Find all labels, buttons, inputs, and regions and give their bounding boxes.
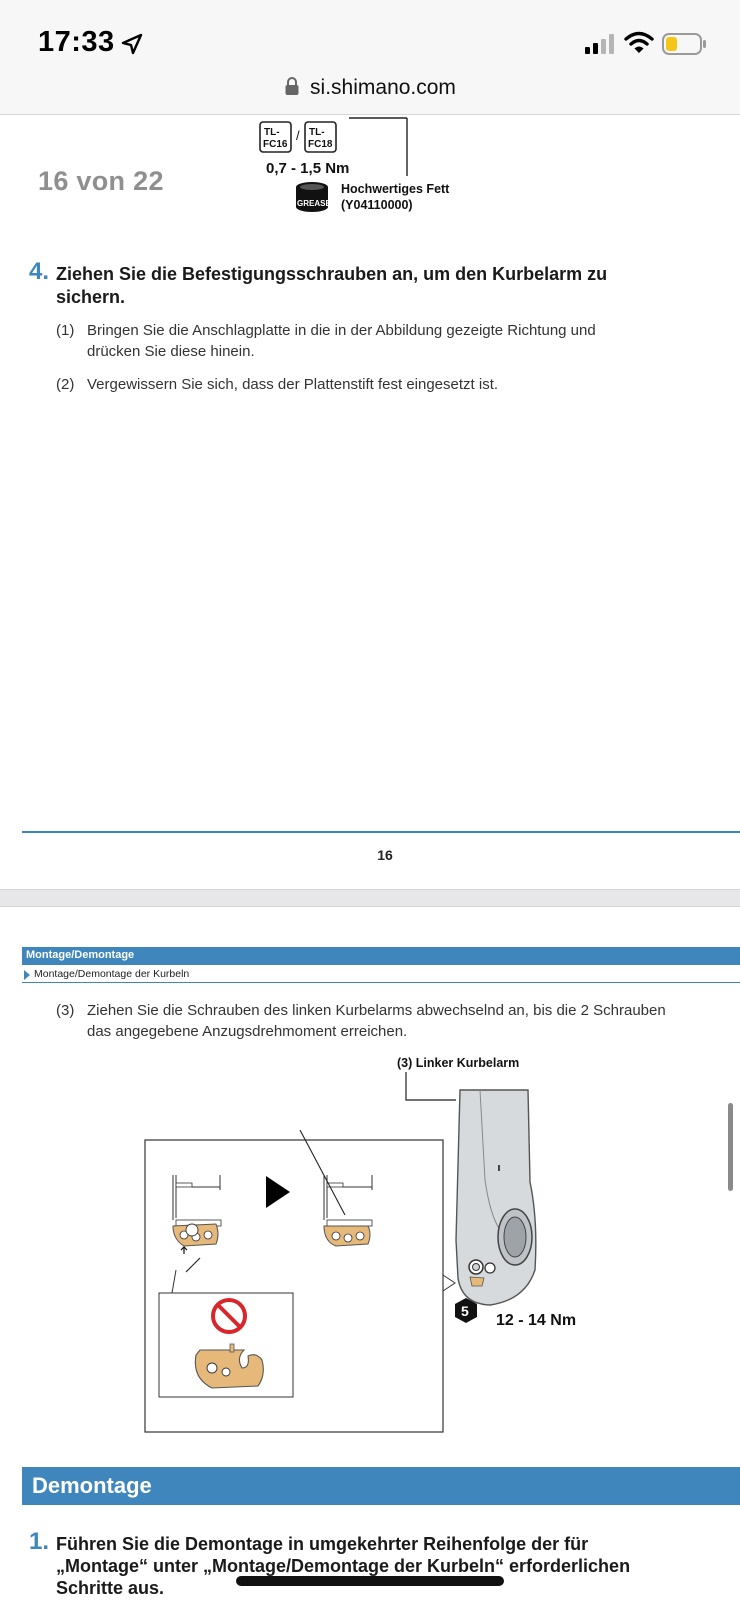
label-left-crank: (3) Linker Kurbelarm (397, 1056, 520, 1070)
item-number: (3) (56, 1002, 75, 1019)
item-text-line1: Bringen Sie die Anschlagplatte in die in der Abbildung gezeigte Richtung und (87, 322, 596, 339)
step-1-line2: „Montage“ unter „Montage/Demontage der Kurbeln“ erforderlichen (56, 1556, 631, 1576)
item-3 (56, 1000, 736, 1044)
section-header: Montage/Demontage (22, 947, 740, 965)
step-4-number: 4. (29, 258, 50, 285)
tool-2-line2: FC18 (308, 139, 333, 150)
cellular-signal-icon (585, 34, 615, 54)
url-text: si.shimano.com (310, 76, 456, 99)
badge-number: 5 (461, 1303, 469, 1319)
step-4-heading-line2: sichern. (56, 287, 126, 307)
step-4-item-1 (56, 320, 736, 364)
item-number: (2) (56, 376, 75, 393)
item-text-line1: Vergewissern Sie sich, dass der Plattenstift fest eingesetzt ist. (87, 376, 499, 393)
page-footer-rule (22, 831, 740, 833)
lock-icon (284, 76, 300, 96)
location-arrow-icon (120, 32, 144, 56)
tool-1-line2: FC16 (263, 139, 288, 150)
address-bar[interactable] (0, 76, 740, 100)
subsection-header (22, 966, 740, 983)
triangle-right-icon (24, 970, 30, 980)
step-4-heading-line1: Ziehen Sie die Befestigungsschrauben an, um den Kurbelarm zu (56, 264, 608, 284)
grease-label (341, 181, 449, 213)
torque-value-top: 0,7 - 1,5 Nm (266, 160, 350, 177)
item-text-line2: das angegebene Anzugsdrehmoment erreichen. (87, 1023, 408, 1040)
scrollbar-thumb[interactable] (728, 1103, 733, 1191)
step-1-number: 1. (29, 1528, 50, 1555)
crank-arm-illustration (456, 1090, 536, 1305)
grease-code: (Y04110000) (341, 198, 413, 212)
status-time: 17:33 (38, 26, 115, 58)
torque-value-diagram: 12 - 14 Nm (496, 1312, 577, 1329)
grease-tub-icon (296, 182, 331, 212)
item-number: (1) (56, 322, 75, 339)
item-text-line1: Ziehen Sie die Schrauben des linken Kurbelarms abwechselnd an, bis die 2 Schrauben (87, 1002, 666, 1019)
step-1-line3: Schritte aus. (56, 1578, 165, 1598)
item-text-line2: drücken Sie diese hinein. (87, 343, 255, 360)
page-counter: 16 von 22 (38, 166, 164, 196)
grease-tag: GREASE (297, 199, 331, 208)
battery-low-icon (662, 33, 708, 55)
grease-name: Hochwertiges Fett (341, 182, 450, 196)
crank-arm-diagram (140, 1050, 580, 1435)
tool-separator: / (296, 128, 300, 143)
home-indicator[interactable] (236, 1576, 504, 1586)
tool-2-line1: TL- (309, 127, 325, 138)
browser-top-bar (0, 0, 740, 115)
subsection-text: Montage/Demontage der Kurbeln (34, 968, 190, 980)
step-4-item-2 (56, 374, 736, 396)
tool-1-line1: TL- (264, 127, 280, 138)
page-number: 16 (377, 847, 393, 863)
step-1-line1: Führen Sie die Demontage in umgekehrter Reihenfolge der für (56, 1534, 589, 1554)
page-separator (0, 889, 740, 907)
wifi-icon (624, 31, 654, 55)
demontage-heading: Demontage (22, 1467, 740, 1505)
